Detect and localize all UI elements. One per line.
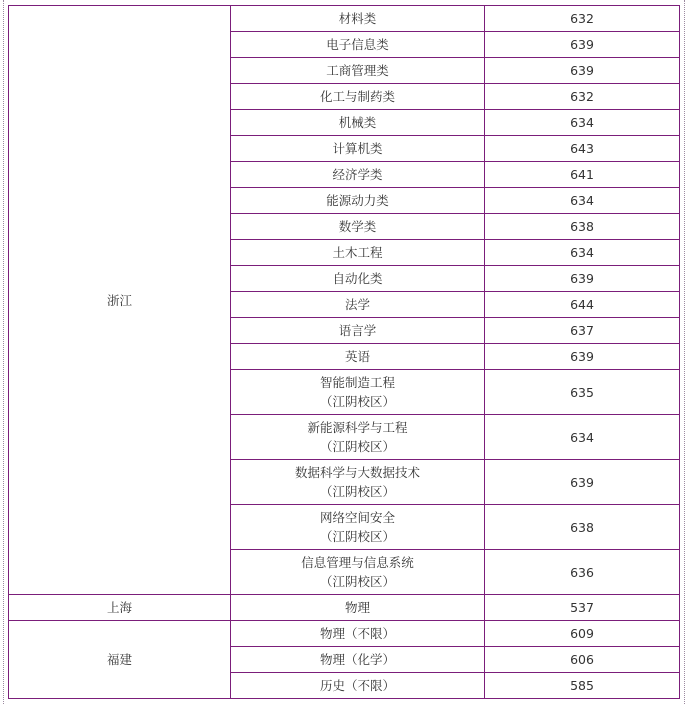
score-cell: 634 xyxy=(485,240,680,266)
major-cell xyxy=(231,32,485,58)
major-name: 自动化类 xyxy=(332,271,383,286)
major-name: 法学 xyxy=(344,297,370,312)
score-cell: 644 xyxy=(485,292,680,318)
major-cell xyxy=(231,318,485,344)
major-name: 材料类 xyxy=(338,11,377,26)
major-name: 工商管理类 xyxy=(326,63,389,78)
major-name: 物理 xyxy=(344,600,370,615)
province-cell: 浙江 xyxy=(9,6,231,595)
major-cell xyxy=(231,136,485,162)
table-row xyxy=(9,621,680,647)
campus-note: （江阴校区） xyxy=(319,394,395,409)
major-name: 电子信息类 xyxy=(326,37,389,52)
score-cell: 609 xyxy=(485,621,680,647)
score-cell: 636 xyxy=(485,550,680,595)
major-name: 机械类 xyxy=(338,115,377,130)
major-cell xyxy=(231,370,485,415)
major-cell xyxy=(231,550,485,595)
major-name: 信息管理与信息系统 xyxy=(301,555,414,570)
score-cell: 638 xyxy=(485,214,680,240)
score-cell: 638 xyxy=(485,505,680,550)
score-cell: 606 xyxy=(485,647,680,673)
score-cell: 639 xyxy=(485,460,680,505)
score-cell: 639 xyxy=(485,32,680,58)
left-dotted-border xyxy=(3,0,4,704)
major-cell xyxy=(231,240,485,266)
admission-score-table xyxy=(8,5,680,699)
major-name: 计算机类 xyxy=(332,141,383,156)
major-name: 智能制造工程 xyxy=(319,375,395,390)
major-name: 数学类 xyxy=(338,219,377,234)
major-cell xyxy=(231,415,485,460)
major-cell xyxy=(231,188,485,214)
score-cell: 637 xyxy=(485,318,680,344)
score-cell: 634 xyxy=(485,415,680,460)
score-cell: 634 xyxy=(485,110,680,136)
table-body xyxy=(9,6,680,699)
major-name: 化工与制药类 xyxy=(319,89,395,104)
major-cell xyxy=(231,505,485,550)
score-cell: 639 xyxy=(485,344,680,370)
major-name: 历史（不限） xyxy=(319,678,395,693)
major-name: 语言学 xyxy=(338,323,377,338)
major-cell xyxy=(231,214,485,240)
major-name: 网络空间安全 xyxy=(319,510,395,525)
score-cell: 632 xyxy=(485,6,680,32)
major-name: 经济学类 xyxy=(332,167,383,182)
major-cell xyxy=(231,84,485,110)
right-dotted-border xyxy=(684,0,685,704)
major-cell xyxy=(231,595,485,621)
score-cell: 635 xyxy=(485,370,680,415)
major-cell xyxy=(231,647,485,673)
campus-note: （江阴校区） xyxy=(319,484,395,499)
major-cell xyxy=(231,621,485,647)
major-name: 英语 xyxy=(344,349,370,364)
campus-note: （江阴校区） xyxy=(319,574,395,589)
score-cell: 537 xyxy=(485,595,680,621)
major-cell xyxy=(231,6,485,32)
major-cell xyxy=(231,58,485,84)
score-cell: 585 xyxy=(485,673,680,699)
score-cell: 632 xyxy=(485,84,680,110)
major-name: 土木工程 xyxy=(332,245,383,260)
major-name: 物理（不限） xyxy=(319,626,395,641)
major-cell xyxy=(231,110,485,136)
province-cell: 福建 xyxy=(9,621,231,699)
major-name: 数据科学与大数据技术 xyxy=(294,465,420,480)
score-cell: 643 xyxy=(485,136,680,162)
score-cell: 639 xyxy=(485,266,680,292)
major-cell xyxy=(231,266,485,292)
major-name: 能源动力类 xyxy=(326,193,389,208)
campus-note: （江阴校区） xyxy=(319,439,395,454)
major-cell xyxy=(231,162,485,188)
major-name: 新能源科学与工程 xyxy=(307,420,408,435)
major-cell xyxy=(231,344,485,370)
score-cell: 634 xyxy=(485,188,680,214)
score-cell: 639 xyxy=(485,58,680,84)
major-cell xyxy=(231,292,485,318)
province-cell: 上海 xyxy=(9,595,231,621)
major-name: 物理（化学） xyxy=(319,652,395,667)
campus-note: （江阴校区） xyxy=(319,529,395,544)
major-cell xyxy=(231,460,485,505)
score-cell: 641 xyxy=(485,162,680,188)
table-row xyxy=(9,6,680,32)
major-cell xyxy=(231,673,485,699)
table-row xyxy=(9,595,680,621)
